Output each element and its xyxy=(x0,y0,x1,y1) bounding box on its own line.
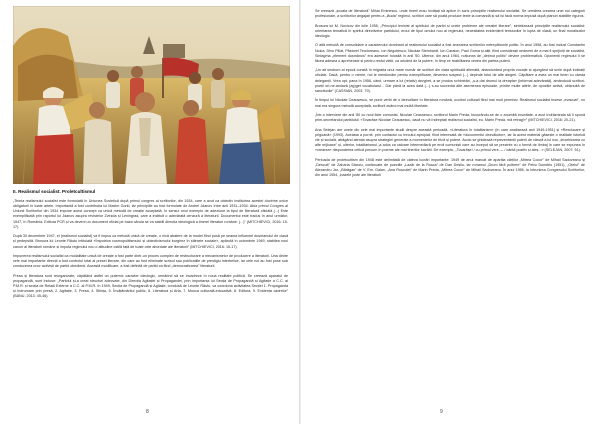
right-paragraph-2: Brosura lui M. Novicov din iulie 1955, „Principiul leninist al spiritului de partid și unele probleme ale creației literare”, sintetizează principiile realismului socialist: orientarea tematică în spiritul directivelor partidului, eroul de tipul omului nou al regimului, necesitatea evidențierii tensiunilor în lupta de clasă, un final moralizator ideologic. xyxy=(315,23,585,38)
right-paragraph-6: „Într-o interviere din anii '80 cu noul lider comunist, Nicolae Ceaușescu, scriitorul Marin Preda, bucurându-se de o anumită imunitate, a avut îndrăzneala să îi spună prim-secretarului partidului: «Tovarășe Nicolae Ceaușescu, dacă nu vă îndreptați realismul socialist, eu, Marin Preda, mă retrag!»” (MITCHIEVICI, 2016: 20-21). xyxy=(315,112,585,123)
right-paragraph-7: Ana Selejan are unele din cele mai importante studii despre această perioadă, «Literatura în totalitarism» (în care analizează anii 1949-1951) și «Reeducare și prigoană» (1993). Aceasta a pornit, prin contactul cu trecutul apropiat, fiind interesată de «documentul dezvăluitor», iar la acest material găsește o realitate istorică vie și socială, atrăgând atenția asupra strategiei generale a momentelor de frică și putere. Acolo se ghidează reprezentanții puterii de căruță a lui nou „ierarhizarea cu alte mijloace” și, ulterior, totalitarismul „a adus ca valoare intermediară pe eroii comuniști care au început să se prezinte cu o formă de limbaj în care se expunea în «crearea» răspunderea critică precum în poeme ale mai tinerilor lucrării. De exemplu, „Tovarășe! / cu primul vers — / cântă pozitiv și aleș...» (SELEJAN, 2007: 51). xyxy=(315,127,585,153)
right-paragraph-3: O altă metodă de consolidare a caracterului dominant al realismului socialist a fost anexarea scriitorilor netrepătroniți politic. În anul 1958, au fost incluși Constantin Noica, Dinu Pillat, Păstorel Teodoreanu, Ion Negoițescu, Nicolae Steinhardt, Ion Caraion, Paul Goma și alții, fiind considerați nedemni de a mai fi sprijiniți de socialist. Sintagma „element dușmănos” era adeseori folosită în anii '50. Ulterior, din anul 1964, noțiunea de „deținut politic” devine problematică. Oponenții regimului îi se făcea adesea o aprehensie și pentru restul vieții, ca oricând de la putere, în timp ce reabilitarea venea din partea puterii. xyxy=(315,43,585,63)
left-paragraph-4: Presa și literatura sunt reorganizate, căpătând astfel un puternic caracter ideologic, urmărind să se încadreze în noua realitate politică. Se creează aparatul de propagandă, sunt incluse: „Partidul și-a creat structuri adecvate, din Direcția Agitației și Propagandei, prin importanța lui Secția de Propagandă și Agitație a C.C. al P.M.R. și secția de Relații Externe a C.C. al P.M.R. în 1949, Secția de Propagandă și Agitație, condusă de Leonte Răutu, va coordona activitatea Secției 1. Propaganda și îndrumare prin presă, 2. Agitație, 3. Presa, 4. Știința, 5. Învățământul public, 6. Literatura și Arta, 7. Munca culturală-educativă, 8. Editura, 9. Evidența cadrelor” (BANU, 2013: 45-46). xyxy=(13,273,288,299)
right-paragraph-4: „Un alt sindrom al epocii constă în migrația unui mare număr de scriitori din viața spirituală alienată, abandonând propria vocație și ajungând să scrie după indicații oficiale. Dacă, pentru o vreme, noi le menționăm pentru exemplificare, devenea suspect (...) depinde totul de alte alegeri. Căpătare a avea un mai tineri cu vârsta deleganții. Vrea opt, pana în 1956, când, urmare a lui (relativ) dezghet, a se produs schimbări, „s-a dat drumul la dreapta» (informal adevărată), amândouă scriitori-poeții ori-ne-amiază (ag)get vocabularul... Dar până la acea dată (...) s-au succedat alte asemenea episoade, printre multe altele, de opoziție activă, obișnuită de sanctiunile” (CASSIAN, 2003: 79). xyxy=(315,68,585,93)
right-paragraph-5: În timpul lui Nicolae Ceaușescu, se pune verbi de o dezvoltare în literatura română, ocolind culturali fiind mai mult permisiv. Realismul socialist fusese „evacuat”, nu mai era singura metodă acceptată, scriitorii având mai multă libertate. xyxy=(315,98,585,108)
left-text-column xyxy=(13,189,288,304)
left-paragraph-1: „Teoria realismului socialist este formulată în Uniunea Sovietică după primul congres al scriitorilor, din 1934, care a avut ca obiectiv instituirea acestei doctrine unice obligatorii în toate artele. Importantă a fost contribuția lui Maxim Gorki, iar principiile au fost formulate de Andrei Jdanov între anii 1931–1934. Abia primul Congres al Uniunii Scriitorilor din 1934 impune acest concept ca unică metodă de creație acceptată, în sensul unui exemplu de adeziune la tipul de literatură oficială (...) Este exemplificată prin raportul lui Jdanov asupra revistelor Zvezda și Leningrad, care a instituit o adevărată cenzură a literaturii. Documentul este tradus în anul următor, 1947, în România. Editura PCR și va deveni un document oficial pe baza căruia se va stabili direcția ideologică a tinerei literaturi române. (...)” (MITCHIEVICI, 2016: 15-17). xyxy=(13,199,288,229)
right-paragraph-8: Perioada de proletcultism din 1948 este delimitată de câteva lucrări importante: 1949 de anul marcat de apariția cărților „Mitrea Cocor” de Mihail Sadoveanu și „Desculț” de Zaharia Stancu, continuate de poeziile „Lazăr de la Rusca” de Dan Deșliu, iar romanul „Drum fără pulbere” de Petru Dumitriu (1951), „Oțelul” de Alexandru Jar, „Bărăgan” de V. Em. Galan, „Ana Roșculeț” de Marin Preda, „Mitrea Cocor” de Mihail Sadoveanu. În anul 1956, la întrunirea Congresului Scriitorilor, din anul 1954, „bazele juste ale literaturii xyxy=(315,157,585,178)
right-paragraph-1: Se creează „școala de literatură” Mihai Eminescu, unde tinerii erau învățați să aplice în scris principiile realismului socialist. Se urmărea crearea unei noi categorii profesionale, a scriitorilor angajați pentru a „lăuda” regimul, scriitori care să poată produce texte la comandă și să își facă norma impusă după planuri stabilite riguros. xyxy=(315,9,585,19)
right-text-column xyxy=(315,9,585,183)
left-paragraph-2: După 30 decembrie 1947, el (realismul socialist) va fi impus ca metodă unică de creație, o nică abatere de la model fiind pusă pe seama influenței dușmanului de clasă și pedepsită. Brosura lui Leonte Răutu intitulată «Împotriva cosmopolitismului și obiectivismului burghez în științele sociale», apărută în octombrie 1949, stabilea noul canon al literaturii române și imputa regimului nou o atitudine ostilă față de toate cele abordate ale literaturii” (MITCHIEVICI, 2016: 15-17). xyxy=(13,234,288,249)
left-page xyxy=(0,0,299,424)
page-number-left: 8 xyxy=(146,409,149,415)
right-page xyxy=(301,0,600,424)
page-number-right: 9 xyxy=(440,409,443,415)
left-paragraph-3: Impunerea realismului socialist ca modalitate unică de creație a fost parte dintr-un proces complex de restructurare a mecanismelor de producere a literaturii. Una dintre cele mai importante direcții a fost controlul total al presei literare, din care au fost eliminate scrisul sau publicațiile de prestigiu interbelice, iar cele noi au fost puse sub conducerea unor activiști de partid obedienți. Această modificare, a fost definită de partid ca fiind „democratizarea” literaturii. xyxy=(13,254,288,269)
harvest-painting-image xyxy=(13,6,290,184)
section-heading: II. Realismul socialist. Proletcultismul xyxy=(13,189,96,194)
harvest-painting xyxy=(13,6,290,184)
